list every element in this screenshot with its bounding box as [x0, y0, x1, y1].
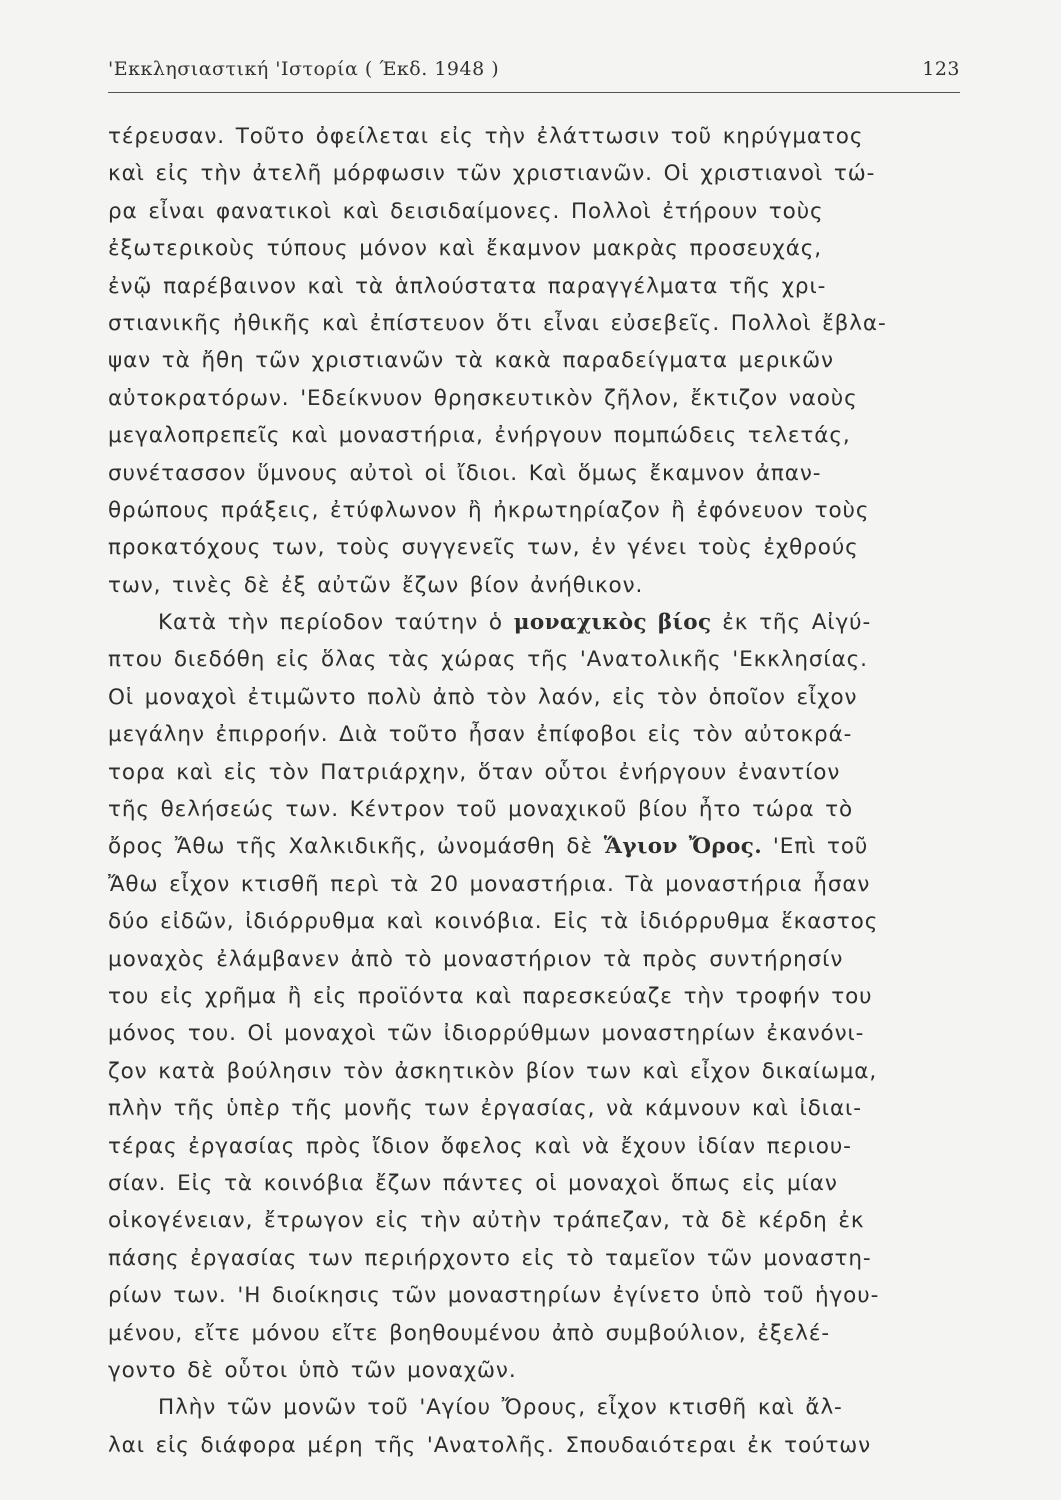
- running-title: 'Εκκλησιαστική 'Ιστορία ( Έκδ. 1948 ): [108, 58, 500, 80]
- text-line: μεγάλην ἐπιρροήν. Διὰ τοῦτο ἦσαν ἐπίφοβοι εἰς τὸν αὐτοκρά-: [108, 722, 853, 748]
- text-line: ρα εἶναι φανατικοὶ καὶ δεισιδαίμονες. Πολλοὶ ἐτήρουν τοὺς: [108, 198, 824, 224]
- text-line: στιανικῆς ἠθικῆς καὶ ἐπίστευον ὅτι εἶναι εὐσεβεῖς. Πολλοὶ ἔβλα-: [108, 310, 887, 336]
- text-line: μόνος του. Οἱ μοναχοὶ τῶν ἰδιορρύθμων μοναστηρίων ἐκανόνι-: [108, 1021, 865, 1047]
- text-line: των, τινὲς δὲ ἐξ αὐτῶν ἔζων βίον ἀνήθικον.: [108, 572, 644, 598]
- text-line: τῆς θελήσεώς των. Κέντρον τοῦ μοναχικοῦ βίου ἦτο τώρα τὸ: [108, 797, 854, 823]
- text-line: Ἄθω εἶχον κτισθῆ περὶ τὰ 20 μοναστήρια. Τὰ μοναστήρια ἦσαν: [108, 871, 871, 897]
- text-line: αὐτοκρατόρων. 'Εδείκνυον θρησκευτικὸν ζῆλον, ἔκτιζον ναοὺς: [108, 385, 858, 411]
- text-line: μοναχὸς ἐλάμβανεν ἀπὸ τὸ μοναστήριον τὰ πρὸς συντήρησίν: [108, 946, 844, 972]
- text-line: θρώπους πράξεις, ἐτύφλωνον ἢ ἠκρωτηρίαζον ἢ ἐφόνευον τοὺς: [108, 497, 870, 523]
- header-rule: [108, 92, 960, 93]
- text-line: [108, 828, 960, 865]
- text-line: μεγαλοπρεπεῖς καὶ μοναστήρια, ἐνήργουν πομπώδεις τελετάς,: [108, 423, 851, 449]
- text-line: δύο εἰδῶν, ἰδιόρρυθμα καὶ κοινόβια. Εἰς τὰ ἰδιόρρυθμα ἕκαστος: [108, 909, 879, 935]
- text-run: 'Επὶ τοῦ: [762, 834, 869, 860]
- text-run: ὄρος Ἄθω τῆς Χαλκιδικῆς, ὠνομάσθη δὲ: [108, 834, 604, 860]
- text-line: του εἰς χρῆμα ἢ εἰς προϊόντα καὶ παρεσκεύαζε τὴν τροφήν του: [108, 983, 873, 1009]
- text-line: οἰκογένειαν, ἔτρωγον εἰς τὴν αὐτὴν τράπεζαν, τὰ δὲ κέρδη ἐκ: [108, 1208, 865, 1234]
- text-line: τέρευσαν. Τοῦτο ὀφείλεται εἰς τὴν ἐλάττωσιν τοῦ κηρύγματος: [108, 124, 864, 149]
- text-run: Κατὰ τὴν περίοδον ταύτην ὁ: [158, 610, 514, 636]
- text-line: πτου διεδόθη εἰς ὅλας τὰς χώρας τῆς 'Ανατολικῆς 'Εκκλησίας.: [108, 647, 868, 673]
- paragraph-1: [108, 118, 960, 604]
- text-line: ἐξωτερικοὺς τύπους μόνον καὶ ἔκαμνον μακρὰς προσευχάς,: [108, 236, 823, 262]
- text-line: πλὴν τῆς ὑπὲρ τῆς μονῆς των ἐργασίας, νὰ κάμνουν καὶ ἰδιαι-: [108, 1096, 862, 1122]
- text-line: σίαν. Εἰς τὰ κοινόβια ἔζων πάντες οἱ μοναχοὶ ὅπως εἰς μίαν: [108, 1170, 838, 1196]
- emphasized-term: μοναχικὸς βίος: [513, 610, 712, 636]
- text-line: προκατόχους των, τοὺς συγγενεῖς των, ἐν γένει τοὺς ἐχθρούς: [108, 535, 859, 561]
- text-line: πάσης ἐργασίας των περιήρχοντο εἰς τὸ ταμεῖον τῶν μοναστη-: [108, 1245, 872, 1271]
- text-line: λαι εἰς διάφορα μέρη τῆς 'Ανατολῆς. Σπουδαιότεραι ἐκ τούτων: [108, 1432, 872, 1458]
- running-head: [108, 56, 960, 92]
- text-line: μένου, εἴτε μόνου εἴτε βοηθουμένου ἀπὸ συμβούλιον, ἐξελέ-: [108, 1320, 831, 1346]
- text-line: ζον κατὰ βούλησιν τὸν ἀσκητικὸν βίον των καὶ εἶχον δικαίωμα,: [108, 1058, 878, 1084]
- text-line: τορα καὶ εἰς τὸν Πατριάρχην, ὅταν οὗτοι ἐνήργουν ἐναντίον: [108, 759, 841, 785]
- text-line: τέρας ἐργασίας πρὸς ἴδιον ὄφελος καὶ νὰ ἔχουν ἰδίαν περιου-: [108, 1133, 852, 1159]
- text-run: ἐκ τῆς Αἰγύ-: [711, 610, 872, 636]
- body-text: [108, 118, 960, 1464]
- text-line: [108, 604, 960, 641]
- emphasized-term: Ἅγιον Ὄρος.: [603, 834, 763, 860]
- text-line: ψαν τὰ ἤθη τῶν χριστιανῶν τὰ κακὰ παραδείγματα μερικῶν: [108, 348, 834, 374]
- text-line: ἐνῷ παρέβαινον καὶ τὰ ἁπλούστατα παραγγέλματα τῆς χρι-: [108, 273, 827, 299]
- text-line: Οἱ μοναχοὶ ἐτιμῶντο πολὺ ἀπὸ τὸν λαόν, εἰς τὸν ὁποῖον εἶχον: [108, 684, 858, 710]
- text-line: Πλὴν τῶν μονῶν τοῦ 'Αγίου Ὄρους, εἶχον κτισθῆ καὶ ἄλ-: [158, 1395, 843, 1421]
- paragraph-3: [108, 1389, 960, 1464]
- text-line: γοντο δὲ οὗτοι ὑπὸ τῶν μοναχῶν.: [108, 1357, 517, 1383]
- text-line: καὶ εἰς τὴν ἀτελῆ μόρφωσιν τῶν χριστιανῶν. Οἱ χριστιανοὶ τώ-: [108, 161, 876, 187]
- text-line: ρίων των. 'Η διοίκησις τῶν μοναστηρίων ἐγίνετο ὑπὸ τοῦ ἡγου-: [108, 1283, 880, 1309]
- text-line: συνέτασσον ὕμνους αὐτοὶ οἱ ἴδιοι. Καὶ ὅμως ἔκαμνον ἀπαν-: [108, 460, 822, 486]
- page-number: 123: [922, 58, 960, 80]
- paragraph-2: [108, 604, 960, 1389]
